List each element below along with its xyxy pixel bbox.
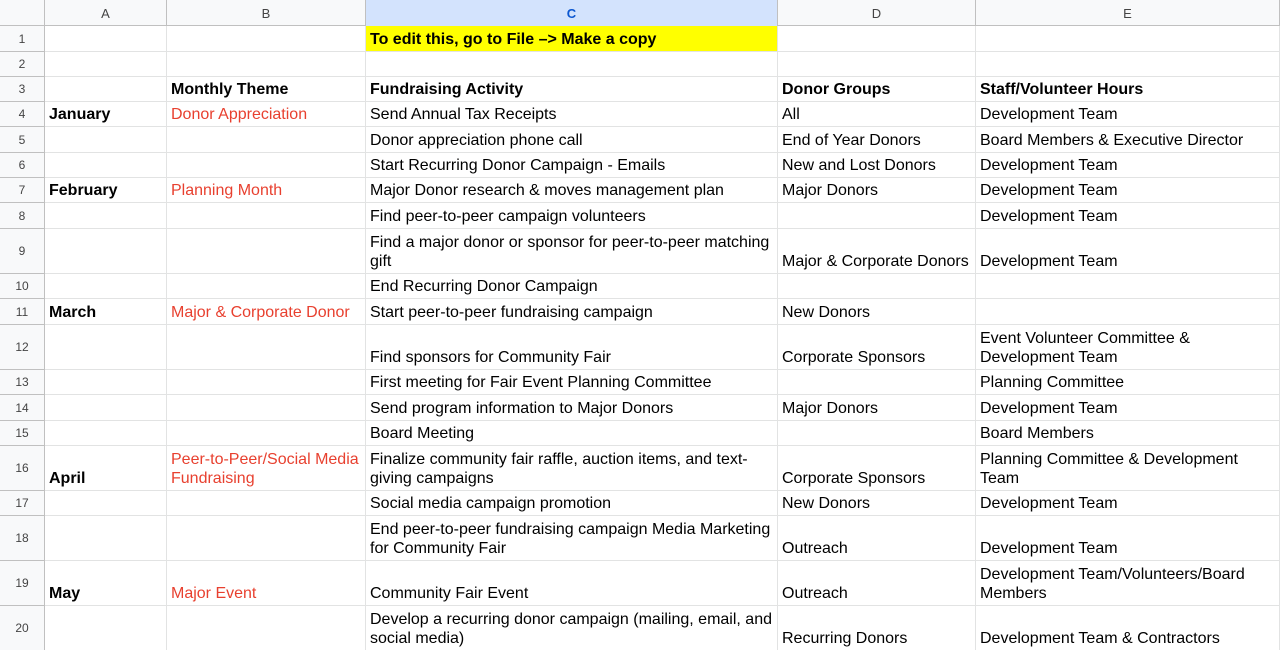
cell-d3[interactable]: Donor Groups: [778, 77, 976, 102]
cell-c5[interactable]: Donor appreciation phone call: [366, 127, 778, 153]
cell-b7[interactable]: Planning Month: [167, 178, 366, 203]
row-header-2[interactable]: 2: [0, 52, 45, 77]
cell-a14[interactable]: [45, 395, 167, 421]
cell-c13[interactable]: First meeting for Fair Event Planning Committee: [366, 370, 778, 395]
cell-a1[interactable]: [45, 26, 167, 52]
cell-a17[interactable]: [45, 491, 167, 516]
cell-c16[interactable]: Finalize community fair raffle, auction items, and text-giving campaigns: [366, 446, 778, 491]
cell-a3[interactable]: [45, 77, 167, 102]
cell-c14[interactable]: Send program information to Major Donors: [366, 395, 778, 421]
cell-a8[interactable]: [45, 203, 167, 229]
cell-e1[interactable]: [976, 26, 1280, 52]
cell-c1[interactable]: To edit this, go to File –> Make a copy: [366, 26, 778, 52]
cell-d18[interactable]: Outreach: [778, 516, 976, 561]
cell-c18[interactable]: End peer-to-peer fundraising campaign Media Marketing for Community Fair: [366, 516, 778, 561]
row-header-1[interactable]: 1: [0, 26, 45, 52]
cell-d14[interactable]: Major Donors: [778, 395, 976, 421]
cell-e13[interactable]: Planning Committee: [976, 370, 1280, 395]
cell-b12[interactable]: [167, 325, 366, 370]
row-header-20[interactable]: 20: [0, 606, 45, 650]
cell-c15[interactable]: Board Meeting: [366, 421, 778, 446]
row-header-10[interactable]: 10: [0, 274, 45, 299]
cell-a15[interactable]: [45, 421, 167, 446]
row-header-4[interactable]: 4: [0, 102, 45, 127]
cell-b17[interactable]: [167, 491, 366, 516]
cell-c4[interactable]: Send Annual Tax Receipts: [366, 102, 778, 127]
row-header-3[interactable]: 3: [0, 77, 45, 102]
cell-b8[interactable]: [167, 203, 366, 229]
column-header-e[interactable]: E: [976, 0, 1280, 26]
cell-b15[interactable]: [167, 421, 366, 446]
cell-d13[interactable]: [778, 370, 976, 395]
cell-d11[interactable]: New Donors: [778, 299, 976, 325]
cell-c8[interactable]: Find peer-to-peer campaign volunteers: [366, 203, 778, 229]
cell-a16[interactable]: April: [45, 446, 167, 491]
cell-d12[interactable]: Corporate Sponsors: [778, 325, 976, 370]
cell-b5[interactable]: [167, 127, 366, 153]
row-header-19[interactable]: 19: [0, 561, 45, 606]
cell-e2[interactable]: [976, 52, 1280, 77]
cell-d1[interactable]: [778, 26, 976, 52]
row-header-17[interactable]: 17: [0, 491, 45, 516]
row-header-18[interactable]: 18: [0, 516, 45, 561]
cell-c7[interactable]: Major Donor research & moves management plan: [366, 178, 778, 203]
cell-d8[interactable]: [778, 203, 976, 229]
cell-d4[interactable]: All: [778, 102, 976, 127]
cell-a7[interactable]: February: [45, 178, 167, 203]
cell-b13[interactable]: [167, 370, 366, 395]
row-header-9[interactable]: 9: [0, 229, 45, 274]
row-header-8[interactable]: 8: [0, 203, 45, 229]
cell-b2[interactable]: [167, 52, 366, 77]
cell-a10[interactable]: [45, 274, 167, 299]
cell-e15[interactable]: Board Members: [976, 421, 1280, 446]
row-header-16[interactable]: 16: [0, 446, 45, 491]
cell-b19[interactable]: Major Event: [167, 561, 366, 606]
cell-e20[interactable]: Development Team & Contractors: [976, 606, 1280, 650]
cell-c10[interactable]: End Recurring Donor Campaign: [366, 274, 778, 299]
cell-e11[interactable]: [976, 299, 1280, 325]
row-header-11[interactable]: 11: [0, 299, 45, 325]
cell-b6[interactable]: [167, 153, 366, 178]
cell-a2[interactable]: [45, 52, 167, 77]
cell-c20[interactable]: Develop a recurring donor campaign (mailing, email, and social media): [366, 606, 778, 650]
select-all-corner[interactable]: [0, 0, 45, 26]
cell-c9[interactable]: Find a major donor or sponsor for peer-to-peer matching gift: [366, 229, 778, 274]
cell-e12[interactable]: Event Volunteer Committee & Development Team: [976, 325, 1280, 370]
cell-c2[interactable]: [366, 52, 778, 77]
cell-b20[interactable]: [167, 606, 366, 650]
cell-e16[interactable]: Planning Committee & Development Team: [976, 446, 1280, 491]
row-header-13[interactable]: 13: [0, 370, 45, 395]
cell-c19[interactable]: Community Fair Event: [366, 561, 778, 606]
row-header-6[interactable]: 6: [0, 153, 45, 178]
cell-a6[interactable]: [45, 153, 167, 178]
column-header-c[interactable]: C: [366, 0, 778, 26]
cell-b18[interactable]: [167, 516, 366, 561]
cell-a19[interactable]: May: [45, 561, 167, 606]
row-header-5[interactable]: 5: [0, 127, 45, 153]
cell-a5[interactable]: [45, 127, 167, 153]
cell-d19[interactable]: Outreach: [778, 561, 976, 606]
cell-b3[interactable]: Monthly Theme: [167, 77, 366, 102]
cell-e8[interactable]: Development Team: [976, 203, 1280, 229]
cell-c12[interactable]: Find sponsors for Community Fair: [366, 325, 778, 370]
cell-e18[interactable]: Development Team: [976, 516, 1280, 561]
cell-b14[interactable]: [167, 395, 366, 421]
cell-d7[interactable]: Major Donors: [778, 178, 976, 203]
cell-d20[interactable]: Recurring Donors: [778, 606, 976, 650]
cell-d16[interactable]: Corporate Sponsors: [778, 446, 976, 491]
cell-d17[interactable]: New Donors: [778, 491, 976, 516]
cell-a11[interactable]: March: [45, 299, 167, 325]
cell-e6[interactable]: Development Team: [976, 153, 1280, 178]
cell-d5[interactable]: End of Year Donors: [778, 127, 976, 153]
cell-a20[interactable]: [45, 606, 167, 650]
column-header-b[interactable]: B: [167, 0, 366, 26]
cell-c17[interactable]: Social media campaign promotion: [366, 491, 778, 516]
cell-e7[interactable]: Development Team: [976, 178, 1280, 203]
cell-d15[interactable]: [778, 421, 976, 446]
cell-e14[interactable]: Development Team: [976, 395, 1280, 421]
cell-a4[interactable]: January: [45, 102, 167, 127]
cell-c11[interactable]: Start peer-to-peer fundraising campaign: [366, 299, 778, 325]
cell-b9[interactable]: [167, 229, 366, 274]
cell-d9[interactable]: Major & Corporate Donors: [778, 229, 976, 274]
cell-a12[interactable]: [45, 325, 167, 370]
cell-b11[interactable]: Major & Corporate Donor: [167, 299, 366, 325]
column-header-a[interactable]: A: [45, 0, 167, 26]
cell-c3[interactable]: Fundraising Activity: [366, 77, 778, 102]
cell-c6[interactable]: Start Recurring Donor Campaign - Emails: [366, 153, 778, 178]
cell-a9[interactable]: [45, 229, 167, 274]
cell-d10[interactable]: [778, 274, 976, 299]
cell-b1[interactable]: [167, 26, 366, 52]
cell-e5[interactable]: Board Members & Executive Director: [976, 127, 1280, 153]
row-header-14[interactable]: 14: [0, 395, 45, 421]
cell-e3[interactable]: Staff/Volunteer Hours: [976, 77, 1280, 102]
cell-b4[interactable]: Donor Appreciation: [167, 102, 366, 127]
cell-a13[interactable]: [45, 370, 167, 395]
cell-e19[interactable]: Development Team/Volunteers/Board Members: [976, 561, 1280, 606]
cell-b10[interactable]: [167, 274, 366, 299]
cell-b16[interactable]: Peer-to-Peer/Social Media Fundraising: [167, 446, 366, 491]
column-header-d[interactable]: D: [778, 0, 976, 26]
cell-e17[interactable]: Development Team: [976, 491, 1280, 516]
cell-d6[interactable]: New and Lost Donors: [778, 153, 976, 178]
cell-e9[interactable]: Development Team: [976, 229, 1280, 274]
row-header-12[interactable]: 12: [0, 325, 45, 370]
cell-d2[interactable]: [778, 52, 976, 77]
cell-e10[interactable]: [976, 274, 1280, 299]
cell-a18[interactable]: [45, 516, 167, 561]
row-header-7[interactable]: 7: [0, 178, 45, 203]
cell-e4[interactable]: Development Team: [976, 102, 1280, 127]
row-header-15[interactable]: 15: [0, 421, 45, 446]
